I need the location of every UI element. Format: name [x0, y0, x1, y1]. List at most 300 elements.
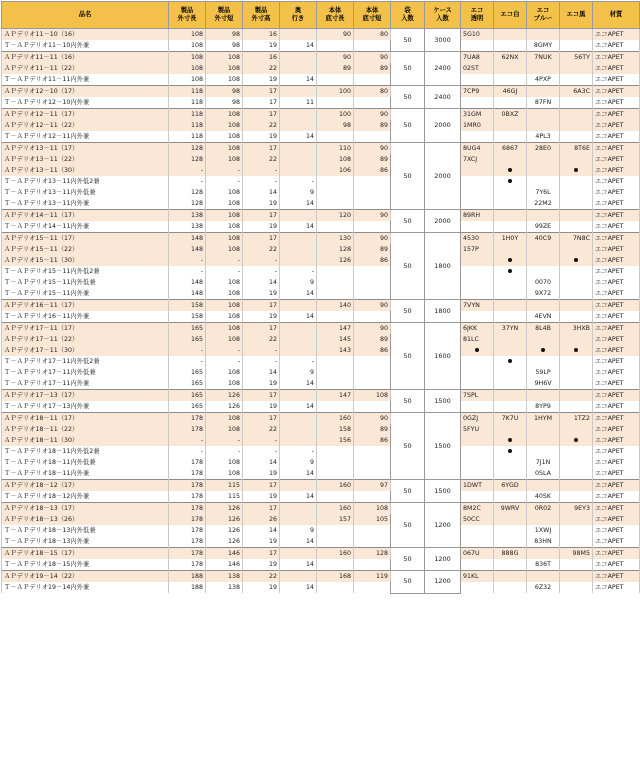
eco-black-cell: [560, 131, 593, 143]
body-length-cell: [317, 198, 354, 210]
outer-height-cell: 19: [243, 40, 280, 52]
product-name-cell: ＡＰデリオ17－13（17）: [2, 390, 169, 402]
outer-width-cell: -: [206, 176, 243, 187]
eco-blue-cell: 22M2: [527, 198, 560, 210]
outer-width-cell: 108: [206, 210, 243, 222]
outer-height-cell: 22: [243, 154, 280, 165]
outer-width-cell: 108: [206, 154, 243, 165]
material-cell: エコAPET: [593, 266, 640, 277]
table-row: [2, 29, 640, 41]
eco-white-cell: [494, 435, 527, 446]
outer-length-cell: 118: [169, 86, 206, 98]
body-width-cell: 90: [354, 300, 391, 312]
eco-blue-cell: [527, 63, 560, 74]
outer-height-cell: 19: [243, 288, 280, 300]
eco-white-cell: [494, 525, 527, 536]
outer-length-cell: 178: [169, 536, 206, 548]
outer-width-cell: 108: [206, 221, 243, 233]
outer-height-cell: -: [243, 435, 280, 446]
outer-width-cell: -: [206, 165, 243, 176]
outer-width-cell: 108: [206, 277, 243, 288]
table-body: [2, 29, 640, 594]
eco-black-cell: 6A3C: [560, 86, 593, 98]
eco-black-cell: [560, 40, 593, 52]
outer-height-cell: 14: [243, 367, 280, 378]
eco-clear-cell: [461, 221, 494, 233]
outer-width-cell: 108: [206, 367, 243, 378]
eco-clear-cell: [461, 356, 494, 367]
pack-qty-cell: 50: [391, 571, 425, 594]
table-row: [2, 154, 640, 165]
outer-length-cell: 165: [169, 378, 206, 390]
product-name-cell: ＡＰデリオ13－11（22）: [2, 154, 169, 165]
pack-qty-cell: 50: [391, 109, 425, 143]
depth-cell: [280, 63, 317, 74]
product-name-cell: Ｔ－ＡＰデリオ11－10内外兼: [2, 40, 169, 52]
outer-length-cell: 178: [169, 525, 206, 536]
eco-blue-cell: [527, 390, 560, 402]
depth-cell: 9: [280, 187, 317, 198]
material-cell: エコAPET: [593, 345, 640, 356]
body-width-cell: [354, 97, 391, 109]
pack-qty-cell: 50: [391, 548, 425, 571]
depth-cell: 14: [280, 491, 317, 503]
outer-height-cell: 14: [243, 525, 280, 536]
eco-white-cell: [494, 378, 527, 390]
outer-height-cell: 17: [243, 233, 280, 245]
depth-cell: 14: [280, 131, 317, 143]
body-width-cell: 89: [354, 334, 391, 345]
body-length-cell: 160: [317, 413, 354, 425]
eco-black-cell: 56TY: [560, 52, 593, 64]
depth-cell: 14: [280, 288, 317, 300]
table-row: [2, 277, 640, 288]
eco-clear-cell: [461, 187, 494, 198]
outer-height-cell: 19: [243, 131, 280, 143]
table-row: [2, 401, 640, 413]
material-cell: エコAPET: [593, 255, 640, 266]
outer-height-cell: -: [243, 446, 280, 457]
material-cell: エコAPET: [593, 367, 640, 378]
eco-clear-cell: [461, 378, 494, 390]
table-row: [2, 109, 640, 121]
body-width-cell: 86: [354, 165, 391, 176]
body-length-cell: [317, 401, 354, 413]
depth-cell: [280, 210, 317, 222]
eco-clear-cell: 6JKK: [461, 323, 494, 335]
eco-white-cell: 6YGD: [494, 480, 527, 492]
eco-blue-cell: 9H6V: [527, 378, 560, 390]
eco-white-cell: [494, 74, 527, 86]
eco-white-cell: 1H0Y: [494, 233, 527, 245]
eco-blue-cell: 4PL3: [527, 131, 560, 143]
body-width-cell: 89: [354, 244, 391, 255]
eco-clear-cell: [461, 435, 494, 446]
material-cell: エコAPET: [593, 86, 640, 98]
table-row: [2, 480, 640, 492]
body-length-cell: [317, 40, 354, 52]
material-cell: エコAPET: [593, 210, 640, 222]
eco-blue-cell: [527, 109, 560, 121]
outer-width-cell: 108: [206, 109, 243, 121]
body-length-cell: [317, 367, 354, 378]
outer-height-cell: 19: [243, 468, 280, 480]
eco-clear-cell: 7XCJ: [461, 154, 494, 165]
body-width-cell: 90: [354, 323, 391, 335]
body-length-cell: [317, 356, 354, 367]
eco-white-cell: 37YN: [494, 323, 527, 335]
eco-blue-cell: [527, 255, 560, 266]
outer-width-cell: 108: [206, 74, 243, 86]
outer-width-cell: 108: [206, 143, 243, 155]
body-width-cell: [354, 401, 391, 413]
material-cell: エコAPET: [593, 457, 640, 468]
eco-white-cell: [494, 221, 527, 233]
available-dot-icon: [574, 168, 578, 172]
product-name-cell: Ｔ－ＡＰデリオ14－11内外兼: [2, 221, 169, 233]
depth-cell: 14: [280, 311, 317, 323]
body-width-cell: [354, 131, 391, 143]
eco-blue-cell: 6Z32: [527, 582, 560, 593]
outer-width-cell: -: [206, 356, 243, 367]
depth-cell: [280, 86, 317, 98]
eco-blue-cell: [527, 514, 560, 525]
table-row: [2, 503, 640, 515]
outer-height-cell: 17: [243, 503, 280, 515]
eco-blue-cell: [527, 424, 560, 435]
table-row: [2, 300, 640, 312]
body-width-cell: 108: [354, 503, 391, 515]
eco-black-cell: [560, 390, 593, 402]
outer-height-cell: -: [243, 356, 280, 367]
eco-white-cell: [494, 120, 527, 131]
body-length-cell: [317, 559, 354, 571]
product-name-cell: Ｔ－ＡＰデリオ13－11内外低兼: [2, 187, 169, 198]
eco-black-cell: [560, 367, 593, 378]
table-row: [2, 86, 640, 98]
eco-black-cell: [560, 255, 593, 266]
eco-white-cell: [494, 300, 527, 312]
eco-black-cell: [560, 176, 593, 187]
depth-cell: 14: [280, 536, 317, 548]
eco-clear-cell: [461, 311, 494, 323]
body-width-cell: [354, 74, 391, 86]
body-width-cell: 90: [354, 210, 391, 222]
eco-black-cell: [560, 165, 593, 176]
eco-clear-cell: [461, 198, 494, 210]
eco-clear-cell: 1MR0: [461, 120, 494, 131]
outer-length-cell: 165: [169, 390, 206, 402]
product-name-cell: Ｔ－ＡＰデリオ18－13内外低兼: [2, 525, 169, 536]
body-width-cell: 89: [354, 154, 391, 165]
table-row: [2, 367, 640, 378]
eco-white-cell: 6867: [494, 143, 527, 155]
body-length-cell: 90: [317, 52, 354, 64]
eco-clear-cell: 31GM: [461, 109, 494, 121]
outer-width-cell: 108: [206, 468, 243, 480]
eco-black-cell: 8T6E: [560, 143, 593, 155]
material-cell: エコAPET: [593, 29, 640, 41]
eco-black-cell: [560, 446, 593, 457]
eco-clear-cell: 1DWT: [461, 480, 494, 492]
col-header-case-qty: ケース 入数: [425, 2, 461, 29]
outer-height-cell: 19: [243, 536, 280, 548]
material-cell: エコAPET: [593, 300, 640, 312]
case-qty-cell: 1600: [425, 323, 461, 390]
outer-width-cell: 108: [206, 413, 243, 425]
eco-black-cell: [560, 311, 593, 323]
col-header-outer-length: 製品 外寸長: [169, 2, 206, 29]
table-row: [2, 571, 640, 583]
body-width-cell: [354, 468, 391, 480]
body-length-cell: 130: [317, 233, 354, 245]
body-length-cell: 158: [317, 424, 354, 435]
eco-clear-cell: 7UA8: [461, 52, 494, 64]
eco-white-cell: 0BXZ: [494, 109, 527, 121]
outer-height-cell: 16: [243, 29, 280, 41]
eco-white-cell: [494, 210, 527, 222]
material-cell: エコAPET: [593, 378, 640, 390]
col-header-material: 材質: [593, 2, 640, 29]
pack-qty-cell: 50: [391, 503, 425, 548]
outer-width-cell: 98: [206, 97, 243, 109]
eco-clear-cell: [461, 457, 494, 468]
eco-clear-cell: 8UG4: [461, 143, 494, 155]
available-dot-icon: [508, 359, 512, 363]
table-row: [2, 165, 640, 176]
eco-blue-cell: 7Y6L: [527, 187, 560, 198]
outer-width-cell: 146: [206, 559, 243, 571]
case-qty-cell: 1800: [425, 233, 461, 300]
product-name-cell: ＡＰデリオ13－11（30）: [2, 165, 169, 176]
eco-black-cell: [560, 401, 593, 413]
eco-white-cell: [494, 457, 527, 468]
eco-blue-cell: [527, 548, 560, 560]
table-row: [2, 120, 640, 131]
eco-blue-cell: [527, 120, 560, 131]
eco-black-cell: [560, 266, 593, 277]
eco-clear-cell: [461, 468, 494, 480]
eco-blue-cell: [527, 210, 560, 222]
eco-black-cell: [560, 300, 593, 312]
pack-qty-cell: 50: [391, 52, 425, 86]
depth-cell: [280, 345, 317, 356]
body-length-cell: 168: [317, 571, 354, 583]
eco-black-cell: [560, 571, 593, 583]
body-length-cell: [317, 446, 354, 457]
product-name-cell: Ｔ－ＡＰデリオ18－13内外兼: [2, 536, 169, 548]
eco-white-cell: [494, 468, 527, 480]
outer-length-cell: 178: [169, 480, 206, 492]
depth-cell: [280, 143, 317, 155]
eco-clear-cell: [461, 176, 494, 187]
outer-width-cell: 126: [206, 536, 243, 548]
body-length-cell: [317, 378, 354, 390]
eco-blue-cell: [527, 435, 560, 446]
eco-clear-cell: [461, 277, 494, 288]
outer-length-cell: 108: [169, 40, 206, 52]
eco-blue-cell: 28E0: [527, 143, 560, 155]
material-cell: エコAPET: [593, 424, 640, 435]
outer-width-cell: 108: [206, 187, 243, 198]
outer-height-cell: 26: [243, 514, 280, 525]
eco-blue-cell: [527, 86, 560, 98]
material-cell: エコAPET: [593, 582, 640, 593]
outer-height-cell: 17: [243, 86, 280, 98]
outer-width-cell: -: [206, 446, 243, 457]
eco-white-cell: [494, 244, 527, 255]
depth-cell: 9: [280, 457, 317, 468]
outer-length-cell: 178: [169, 468, 206, 480]
outer-height-cell: 17: [243, 210, 280, 222]
outer-length-cell: 138: [169, 210, 206, 222]
eco-blue-cell: 40SK: [527, 491, 560, 503]
table-row: [2, 244, 640, 255]
body-length-cell: [317, 468, 354, 480]
outer-width-cell: 108: [206, 334, 243, 345]
eco-white-cell: [494, 266, 527, 277]
outer-height-cell: 14: [243, 277, 280, 288]
table-row: [2, 390, 640, 402]
table-row: [2, 491, 640, 503]
body-length-cell: [317, 221, 354, 233]
case-qty-cell: 1500: [425, 413, 461, 480]
body-length-cell: [317, 176, 354, 187]
body-length-cell: 145: [317, 334, 354, 345]
table-row: [2, 446, 640, 457]
outer-width-cell: 126: [206, 525, 243, 536]
body-width-cell: 128: [354, 548, 391, 560]
eco-clear-cell: [461, 288, 494, 300]
eco-black-cell: [560, 536, 593, 548]
outer-width-cell: 115: [206, 480, 243, 492]
eco-blue-cell: 836T: [527, 559, 560, 571]
available-dot-icon: [574, 438, 578, 442]
outer-width-cell: 138: [206, 571, 243, 583]
col-header-eco-white: エコ白: [494, 2, 527, 29]
material-cell: エコAPET: [593, 187, 640, 198]
outer-height-cell: 22: [243, 571, 280, 583]
body-width-cell: [354, 491, 391, 503]
outer-length-cell: -: [169, 176, 206, 187]
depth-cell: [280, 244, 317, 255]
outer-length-cell: 158: [169, 300, 206, 312]
body-width-cell: [354, 356, 391, 367]
eco-clear-cell: 7SPL: [461, 390, 494, 402]
depth-cell: [280, 514, 317, 525]
eco-clear-cell: 91KL: [461, 571, 494, 583]
outer-length-cell: -: [169, 446, 206, 457]
outer-height-cell: 17: [243, 390, 280, 402]
body-length-cell: [317, 74, 354, 86]
body-width-cell: 119: [354, 571, 391, 583]
outer-height-cell: 19: [243, 221, 280, 233]
table-row: [2, 63, 640, 74]
eco-white-cell: 9WRV: [494, 503, 527, 515]
body-length-cell: [317, 187, 354, 198]
table-row: [2, 334, 640, 345]
eco-clear-cell: [461, 559, 494, 571]
eco-white-cell: [494, 187, 527, 198]
outer-height-cell: 17: [243, 480, 280, 492]
material-cell: エコAPET: [593, 165, 640, 176]
eco-clear-cell: 067U: [461, 548, 494, 560]
outer-width-cell: 108: [206, 300, 243, 312]
eco-blue-cell: 99ZE: [527, 221, 560, 233]
material-cell: エコAPET: [593, 288, 640, 300]
depth-cell: [280, 323, 317, 335]
table-row: [2, 97, 640, 109]
eco-blue-cell: 7NUK: [527, 52, 560, 64]
table-row: [2, 525, 640, 536]
product-name-cell: Ｔ－ＡＰデリオ12－11内外兼: [2, 131, 169, 143]
eco-white-cell: [494, 491, 527, 503]
eco-blue-cell: 40C9: [527, 233, 560, 245]
outer-length-cell: 158: [169, 311, 206, 323]
outer-height-cell: 19: [243, 401, 280, 413]
body-width-cell: [354, 367, 391, 378]
eco-black-cell: 7N8C: [560, 233, 593, 245]
eco-black-cell: [560, 198, 593, 210]
depth-cell: -: [280, 266, 317, 277]
material-cell: エコAPET: [593, 401, 640, 413]
depth-cell: [280, 435, 317, 446]
case-qty-cell: 2000: [425, 109, 461, 143]
eco-white-cell: [494, 176, 527, 187]
outer-height-cell: 19: [243, 378, 280, 390]
material-cell: エコAPET: [593, 468, 640, 480]
case-qty-cell: 1200: [425, 503, 461, 548]
depth-cell: [280, 480, 317, 492]
outer-length-cell: 178: [169, 457, 206, 468]
eco-white-cell: [494, 356, 527, 367]
material-cell: エコAPET: [593, 143, 640, 155]
outer-length-cell: 118: [169, 109, 206, 121]
outer-length-cell: -: [169, 255, 206, 266]
body-length-cell: 147: [317, 323, 354, 335]
outer-length-cell: -: [169, 356, 206, 367]
depth-cell: 14: [280, 378, 317, 390]
body-length-cell: 156: [317, 435, 354, 446]
outer-height-cell: 14: [243, 457, 280, 468]
pack-qty-cell: 50: [391, 323, 425, 390]
product-name-cell: ＡＰデリオ18－15（17）: [2, 548, 169, 560]
eco-white-cell: [494, 288, 527, 300]
table-row: [2, 559, 640, 571]
product-name-cell: ＡＰデリオ11－11（22）: [2, 63, 169, 74]
body-length-cell: [317, 536, 354, 548]
material-cell: エコAPET: [593, 446, 640, 457]
table-row: [2, 143, 640, 155]
table-row: [2, 514, 640, 525]
outer-length-cell: 118: [169, 131, 206, 143]
table-row: [2, 356, 640, 367]
case-qty-cell: 1800: [425, 300, 461, 323]
eco-black-cell: 98M5: [560, 548, 593, 560]
material-cell: エコAPET: [593, 435, 640, 446]
table-row: [2, 424, 640, 435]
outer-width-cell: 108: [206, 424, 243, 435]
body-length-cell: 120: [317, 210, 354, 222]
eco-blue-cell: [527, 571, 560, 583]
body-width-cell: [354, 378, 391, 390]
product-name-cell: ＡＰデリオ16－11（17）: [2, 300, 169, 312]
header-row: [2, 2, 640, 29]
outer-width-cell: 108: [206, 131, 243, 143]
eco-blue-cell: 8GMY: [527, 40, 560, 52]
body-width-cell: 90: [354, 143, 391, 155]
outer-width-cell: 115: [206, 491, 243, 503]
